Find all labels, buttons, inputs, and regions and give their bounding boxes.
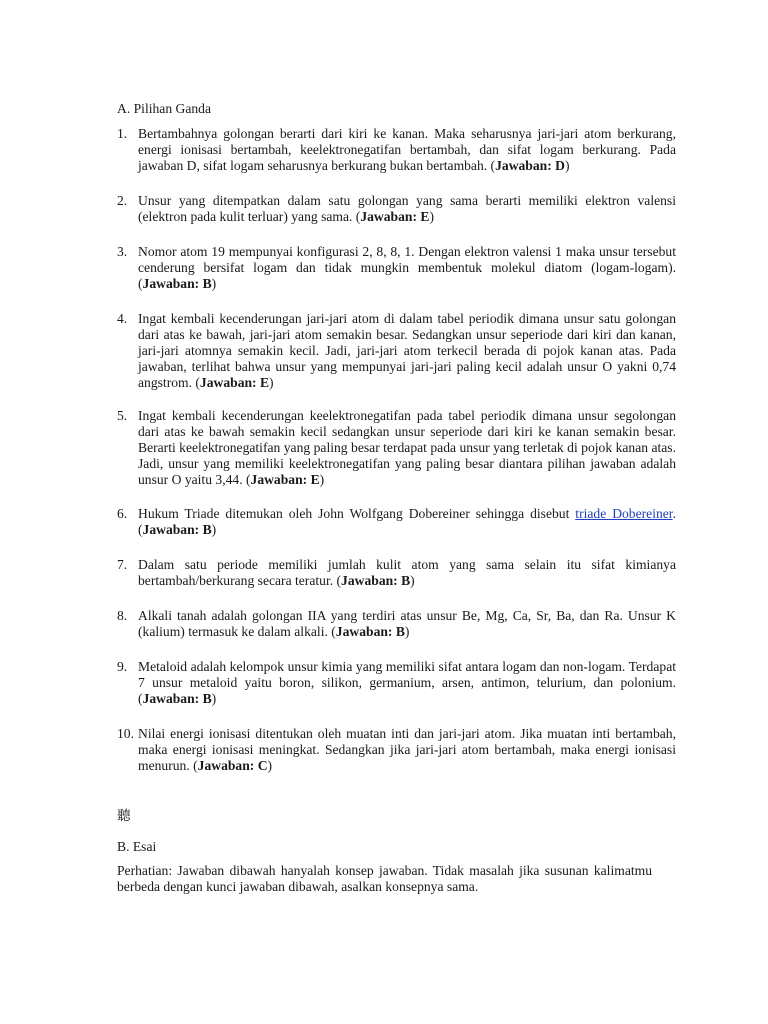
list-item	[117, 126, 676, 174]
answer-label: Jawaban: B	[335, 624, 405, 639]
item-text: Hukum Triade ditemukan oleh John Wolfgang Dobereiner sehingga disebut triade Dobereiner. (Jawaban: B)	[138, 506, 676, 537]
item-text: Unsur yang ditempatkan dalam satu golongan yang sama berarti memiliki elektron valensi (elektron pada kulit terluar) yang sama. (Jawaban: E)	[138, 193, 676, 224]
item-text: Metaloid adalah kelompok unsur kimia yang memiliki sifat antara logam dan non-logam. Terdapat 7 unsur metaloid yaitu boron, silikon, germanium, arsen, antimon, telurium, dan polonium. (Jawaban: B)	[138, 659, 676, 706]
list-item	[117, 408, 676, 488]
answer-label: Jawaban: E	[250, 472, 320, 487]
answer-label: Jawaban: C	[197, 758, 268, 773]
list-item	[117, 659, 676, 707]
item-number: 2.	[117, 193, 128, 208]
answer-label: Jawaban: B	[142, 691, 212, 706]
triade-dobereiner-link[interactable]: triade Dobereiner	[575, 506, 673, 521]
answer-label: Jawaban: D	[495, 158, 565, 173]
list-item	[117, 557, 676, 589]
answer-label: Jawaban: B	[142, 276, 212, 291]
section-a-title: A. Pilihan Ganda	[117, 101, 212, 116]
list-item	[117, 506, 676, 538]
item-text: Dalam satu periode memiliki jumlah kulit atom yang sama selain itu sifat kimianya bertambah/berkurang secara teratur. (Jawaban: B)	[138, 557, 676, 588]
answer-label: Jawaban: B	[341, 573, 411, 588]
item-number: 7.	[117, 557, 128, 572]
item-number: 10.	[117, 726, 134, 741]
item-text: Alkali tanah adalah golongan IIA yang terdiri atas unsur Be, Mg, Ca, Sr, Ba, dan Ra. Unsur K (kalium) termasuk ke dalam alkali. (Jawaban: B)	[138, 608, 676, 639]
answer-label: Jawaban: B	[142, 522, 212, 537]
item-number: 3.	[117, 244, 128, 259]
list-item	[117, 193, 676, 225]
section-b-note: Perhatian: Jawaban dibawah hanyalah konsep jawaban. Tidak masalah jika susunan kalimatmu berbeda dengan kunci jawaban dibawah, asalkan konsepnya sama.	[117, 863, 652, 894]
item-number: 8.	[117, 608, 128, 623]
list-item	[117, 608, 676, 640]
item-number: 1.	[117, 126, 128, 141]
answer-label: Jawaban: E	[199, 375, 270, 390]
item-text: Ingat kembali kecenderungan jari-jari atom di dalam tabel periodik dimana unsur satu golongan dari atas ke bawah, jari-jari atom semakin besar. Sedangkan unsur seperiode dari kiri dan kanan, jari-jari atomnya semakin kecil. Jadi, jari-jari atom terkecil berada di pojok kanan atas. Pada jawaban, terlihat bahwa unsur yang mempunyai jari-jari paling kecil adalah unsur O yakni 0,74 angstrom. (Jawaban: E)	[138, 311, 676, 390]
item-number: 5.	[117, 408, 128, 423]
item-text: Ingat kembali kecenderungan keelektronegatifan pada tabel periodik dimana unsur segolongan dari atas ke bawah semakin kecil sedangkan unsur seperiode dari kiri ke kanan semakin besar. Berarti keelektronegatifan yang paling besar terdapat pada unsur yang terletak di pojok kanan atas. Jadi, unsur yang memiliki keelektronegatifan yang paling besar diantara pilihan jawaban adalah unsur O yaitu 3,44. (Jawaban: E)	[138, 408, 676, 487]
list-item	[117, 726, 676, 774]
item-text: Nilai energi ionisasi ditentukan oleh muatan inti dan jari-jari atom. Jika muatan inti bertambah, maka energi ionisasi meningkat. Sedangkan jika jari-jari atom bertambah, maka energi ionisasi menurun. (Jawaban: C)	[138, 726, 676, 773]
section-b-title: B. Esai	[117, 839, 157, 854]
list-item	[117, 311, 676, 391]
item-text: Nomor atom 19 mempunyai konfigurasi 2, 8, 8, 1. Dengan elektron valensi 1 maka unsur tersebut cenderung bersifat logam dan tidak mungkin membentuk molekul diatom (logam-logam). (Jawaban: B)	[138, 244, 676, 291]
item-number: 9.	[117, 659, 128, 674]
item-text: Bertambahnya golongan berarti dari kiri ke kanan. Maka seharusnya jari-jari atom berkurang, energi ionisasi bertambah, keelektronegatifan bertambah, dan sifat logam berkurang. Pada jawaban D, sifat logam seharusnya berkurang bukan bertambah. (Jawaban: D)	[138, 126, 676, 173]
answer-label: Jawaban: E	[360, 209, 430, 224]
stray-glyph: 聽	[117, 808, 131, 824]
item-number: 4.	[117, 311, 128, 326]
list-item	[117, 244, 676, 292]
item-number: 6.	[117, 506, 128, 521]
